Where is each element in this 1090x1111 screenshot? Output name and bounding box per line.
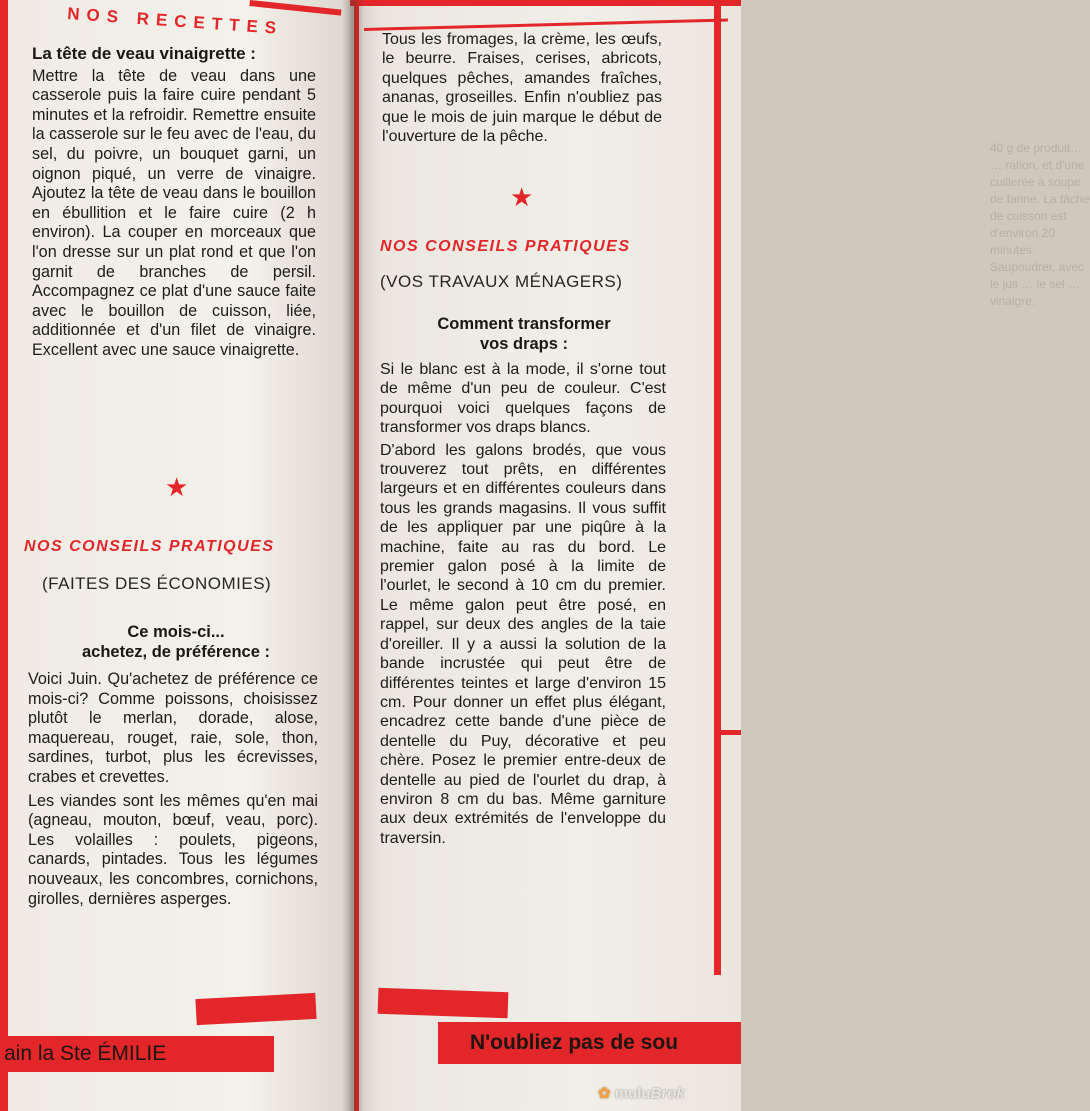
economies-para-2: Les viandes sont les mêmes qu'en mai (agneau, mouton, bœuf, veau, porc). Les volailles : poulets, pigeons, canards, pintades. Tous les légumes nouveaux, les concombres, cornichons, girolles, dernières asperges. [28,791,318,908]
draps-para-2: D'abord les galons brodés, que vous trouverez tout prêts, en différentes largeurs et en différentes couleurs dans tous les grands magasins. Il vous suffit de les appliquer par une piqûre à la machine, faite au ras du bord. Le premier galon posé à la limite de l'ourlet, le second à 10 cm du premier. Le même galon peut être posé, en rappel, sur deux des angles de la taie d'oreiller. Il y a aussi la solution de la bande incrustée qui peut être de différentes teintes et large d'environ 15 cm. Pour donner un effet plus élégant, encadrez cette bande d'une pièce de dentelle du Puy, décorative et peu chère. Posez le premier entre-deux de dentelle au pied de l'ourlet du drap, à environ 8 cm du bas. Même garniture aux deux extrémités de l'enveloppe du traversin. [380,441,666,847]
conseils-subheading-left: (FAITES DES ÉCONOMIES) [42,574,272,593]
right-top-red-rule [350,0,741,6]
footer-ribbon-left [195,993,316,1025]
right-inner-red-rule [720,730,741,735]
section-heading-recettes: NOS RECETTES [66,4,284,39]
left-top-red-rule [249,0,341,16]
draps-para-1: Si le blanc est à la mode, il s'orne tout de même d'un peu de couleur. C'est pourquoi voici quelques façons de transformer vos draps blancs. [380,361,666,437]
article-title-right-line1: Comment transformer [437,315,611,333]
article-title-left-line2: achetez, de préférence : [82,643,270,661]
book-gutter [342,0,364,1111]
right-red-border [714,0,721,975]
star-divider-left: ★ [165,472,189,502]
recipe-title: La tête de veau vinaigrette : [32,44,256,63]
flower-icon: ✿ [598,1085,611,1102]
watermark-brand-a: mulu [614,1085,651,1102]
conseils-heading-right: NOS CONSEILS PRATIQUES [380,238,631,255]
bleed-through-text: 40 g de produit… … ration, et d'une cuillerée à soupe de farine. La tâche de cuisson est d'environ 20 minutes. Saupoudrer, avec le jus … le sel … vinaigre. [990,141,1090,308]
recipe-block [32,44,316,361]
footer-banner-left: ain la Ste ÉMILIE [0,1036,274,1072]
economies-article [28,670,318,909]
left-page [0,0,352,1111]
produce-paragraph: Tous les fromages, la crème, les œufs, le beurre. Fraises, cerises, abricots, quelques pêches, amandes fraîches, ananas, groseilles. Enfin n'oubliez pas que le mois de juin marque le début de l'ouverture de la pêche. [382,31,662,146]
watermark-logo [598,1084,685,1102]
conseils-heading-left: NOS CONSEILS PRATIQUES [24,538,275,555]
article-title-left [26,622,326,662]
article-title-right-line2: vos draps : [479,335,569,353]
star-divider-right: ★ [510,182,534,212]
economies-para-1: Voici Juin. Qu'achetez de préférence ce mois-ci? Comme poissons, choisissez plutôt le merlan, dorade, alose, maquereau, rouget, raie, sole, thon, sardines, turbot, plus les écrevisses, crabes et crevettes. [28,670,318,786]
footer-banner-right: N'oubliez pas de sou [438,1022,741,1064]
left-red-border [0,0,8,1111]
article-title-left-line1: Ce mois-ci... [127,623,225,641]
article-title-right [382,314,666,354]
recipe-text: Mettre la tête de veau dans une casserole puis la faire cuire pendant 5 minutes et la refroidir. Remettre ensuite la casserole sur le feu avec de l'eau, du sel, du poivre, un bouquet garni, un oignon piqué, un verre de vinaigre. Ajoutez la tête de veau dans le bouillon en ébullition et le faire cuire (2 h environ). La couper en morceaux que l'on dresse sur un plat rond et que l'on garnit de branches de persil. Accompagnez ce plat d'une sauce faite avec le bouillon de cuisson, liée, additionnée et d'un filet de vinaigre. Excellent avec une sauce vinaigrette. [32,66,316,359]
watermark-brand-b: Brok [650,1085,685,1102]
footer-ribbon-right [378,988,509,1019]
conseils-subheading-right: (VOS TRAVAUX MÉNAGERS) [380,272,623,291]
draps-article [380,360,666,848]
